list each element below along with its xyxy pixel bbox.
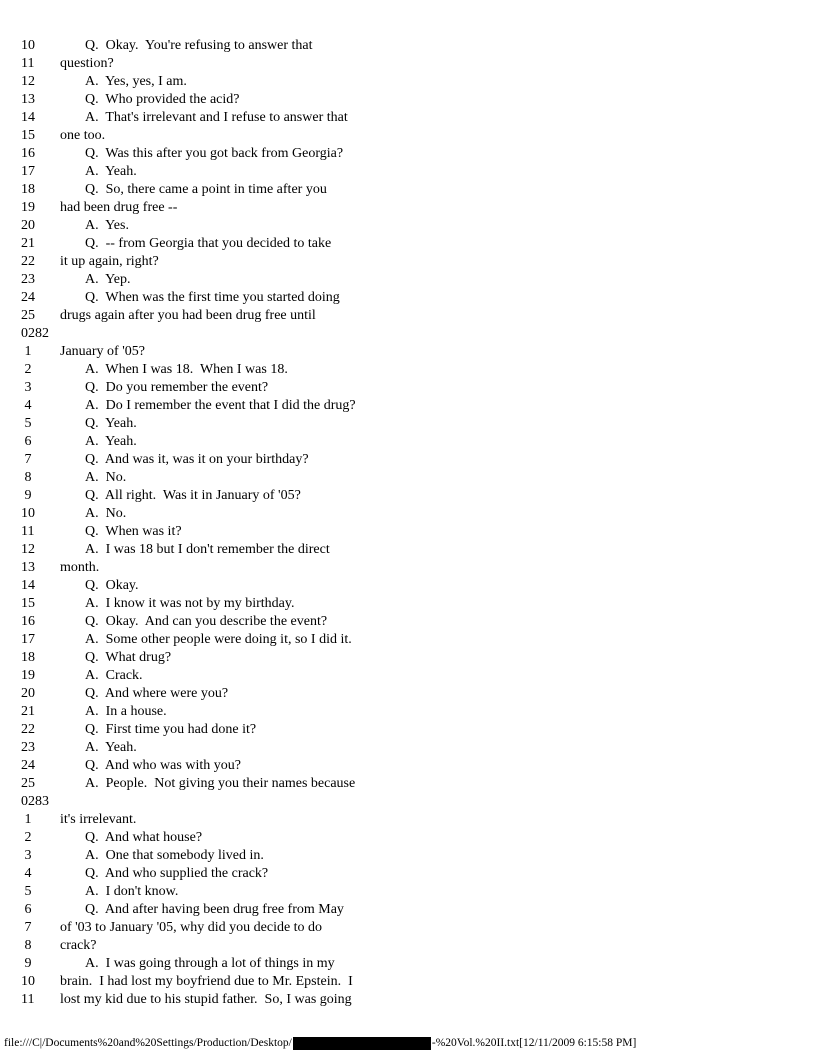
line-number: 6 [21,902,32,917]
line-text: Q. -- from Georgia that you decided to take [85,236,332,251]
transcript-line [0,811,356,829]
line-number: 12 [21,542,35,557]
line-number: 20 [21,686,35,701]
transcript-line [0,919,356,937]
line-text: had been drug free -- [60,200,178,215]
transcript-line [0,55,356,73]
line-number: 17 [21,632,35,647]
line-number: 1 [21,812,32,827]
transcript-line [0,829,356,847]
line-number: 22 [21,722,35,737]
line-number: 25 [21,308,35,323]
transcript-line [0,253,356,271]
line-text: Q. All right. Was it in January of '05? [85,488,301,503]
transcript-line [0,145,356,163]
line-text: Q. When was it? [85,524,182,539]
transcript-line [0,865,356,883]
line-number: 14 [21,110,35,125]
line-text: Q. And who supplied the crack? [85,866,269,881]
line-number: 8 [21,470,32,485]
transcript-line [0,721,356,739]
transcript-line [0,199,356,217]
line-text: question? [60,56,114,71]
transcript-line [0,757,356,775]
line-number: 19 [21,200,35,215]
transcript-line [0,631,356,649]
transcript-line [0,649,356,667]
line-text: Q. Who provided the acid? [85,92,240,107]
transcript-line [0,415,356,433]
line-number: 22 [21,254,35,269]
transcript-line [0,343,356,361]
line-number: 3 [21,380,32,395]
line-number: 24 [21,290,35,305]
line-number: 3 [21,848,32,863]
line-number: 19 [21,668,35,683]
line-text: it up again, right? [60,254,159,269]
line-number: 4 [21,398,32,413]
line-number: 4 [21,866,32,881]
line-number: 5 [21,884,32,899]
transcript-line [0,973,356,991]
transcript-line [0,91,356,109]
line-number: 10 [21,506,35,521]
line-number: 7 [21,452,32,467]
line-text: Q. And after having been drug free from May [85,902,344,917]
line-text: A. When I was 18. When I was 18. [85,362,288,377]
transcript-line [0,739,356,757]
line-number: 6 [21,434,32,449]
transcript-line [0,235,356,253]
line-number: 11 [21,56,35,71]
line-text: A. I was going through a lot of things in my [85,956,335,971]
line-number: 2 [21,830,32,845]
transcript-line [0,703,356,721]
line-text: A. Crack. [85,668,143,683]
line-number: 21 [21,704,35,719]
transcript-line [0,451,356,469]
line-number: 17 [21,164,35,179]
line-text: A. In a house. [85,704,167,719]
line-number: 7 [21,920,32,935]
transcript-line [0,955,356,973]
transcript-body [0,37,356,1009]
line-number: 16 [21,614,35,629]
line-number: 5 [21,416,32,431]
transcript-line [0,37,356,55]
line-text: A. Some other people were doing it, so I did it. [85,632,352,647]
line-text: drugs again after you had been drug free until [60,308,316,323]
transcript-line [0,613,356,631]
transcript-line [0,991,356,1009]
line-text: Q. Do you remember the event? [85,380,269,395]
page-number-marker [0,325,356,343]
line-text: one too. [60,128,106,143]
transcript-line [0,667,356,685]
line-text: A. Do I remember the event that I did the drug? [85,398,356,413]
line-number: 13 [21,92,35,107]
line-text: Q. What drug? [85,650,172,665]
transcript-line [0,217,356,235]
line-text: it's irrelevant. [60,812,137,827]
line-text: A. No. [85,506,127,521]
line-text: of '03 to January '05, why did you decide to do [60,920,323,935]
line-number: 23 [21,272,35,287]
transcript-line [0,505,356,523]
transcript-line [0,595,356,613]
line-number: 21 [21,236,35,251]
line-text: Q. First time you had done it? [85,722,257,737]
line-text: A. Yeah. [85,434,137,449]
line-number: 9 [21,488,32,503]
line-number: 18 [21,182,35,197]
transcript-line [0,847,356,865]
footer-path-prefix: file:///C|/Documents%20and%20Settings/Production/Desktop/ [4,1037,292,1049]
transcript-line [0,307,356,325]
line-text: Q. Okay. And can you describe the event? [85,614,328,629]
transcript-line [0,541,356,559]
transcript-line [0,163,356,181]
line-number: 25 [21,776,35,791]
line-text: Q. And was it, was it on your birthday? [85,452,309,467]
transcript-line [0,523,356,541]
transcript-line [0,487,356,505]
line-number: 15 [21,596,35,611]
line-text: Q. And who was with you? [85,758,241,773]
transcript-line [0,937,356,955]
transcript-line [0,577,356,595]
transcript-line [0,181,356,199]
line-text: A. Yes. [85,218,129,233]
transcript-line [0,883,356,901]
line-text: brain. I had lost my boyfriend due to Mr. Epstein. I [60,974,353,989]
transcript-line [0,109,356,127]
line-number: 11 [21,992,35,1007]
line-text: Q. And where were you? [85,686,229,701]
line-text: A. Yeah. [85,164,137,179]
line-text: A. That's irrelevant and I refuse to answer that [85,110,348,125]
line-text: A. One that somebody lived in. [85,848,264,863]
line-text: A. I know it was not by my birthday. [85,596,295,611]
transcript-line [0,361,356,379]
line-number: 24 [21,758,35,773]
line-text: A. No. [85,470,127,485]
line-number: 10 [21,38,35,53]
line-number: 10 [21,974,35,989]
line-text: crack? [60,938,97,953]
line-text: A. People. Not giving you their names because [85,776,356,791]
line-text: Q. And what house? [85,830,203,845]
line-number: 1 [21,344,32,359]
transcript-line [0,271,356,289]
line-text: month. [60,560,100,575]
transcript-line [0,379,356,397]
line-number: 12 [21,74,35,89]
line-number: 0282 [21,326,49,341]
line-text: A. Yeah. [85,740,137,755]
line-text: lost my kid due to his stupid father. So, I was going [60,992,352,1007]
line-text: January of '05? [60,344,145,359]
transcript-line [0,397,356,415]
line-number: 0283 [21,794,49,809]
transcript-line [0,469,356,487]
line-number: 8 [21,938,32,953]
line-number: 23 [21,740,35,755]
footer-file-path [4,1036,636,1050]
footer-path-suffix: -%20Vol.%20II.txt[12/11/2009 6:15:58 PM] [431,1037,637,1049]
line-text: Q. When was the first time you started doing [85,290,340,305]
line-number: 11 [21,524,35,539]
line-text: Q. Okay. [85,578,139,593]
transcript-line [0,289,356,307]
line-number: 13 [21,560,35,575]
line-text: Q. Yeah. [85,416,137,431]
line-text: A. I don't know. [85,884,179,899]
line-number: 14 [21,578,35,593]
line-text: A. Yep. [85,272,131,287]
transcript-line [0,73,356,91]
line-number: 9 [21,956,32,971]
line-number: 20 [21,218,35,233]
page-number-marker [0,793,356,811]
transcript-line [0,127,356,145]
transcript-line [0,433,356,451]
line-text: Q. So, there came a point in time after you [85,182,327,197]
line-number: 16 [21,146,35,161]
transcript-line [0,901,356,919]
line-number: 15 [21,128,35,143]
line-number: 18 [21,650,35,665]
line-text: A. Yes, yes, I am. [85,74,187,89]
transcript-line [0,775,356,793]
line-number: 2 [21,362,32,377]
line-text: A. I was 18 but I don't remember the direct [85,542,330,557]
transcript-line [0,685,356,703]
transcript-line [0,559,356,577]
line-text: Q. Okay. You're refusing to answer that [85,38,313,53]
line-text: Q. Was this after you got back from Georgia? [85,146,344,161]
redaction-box [293,1037,431,1050]
